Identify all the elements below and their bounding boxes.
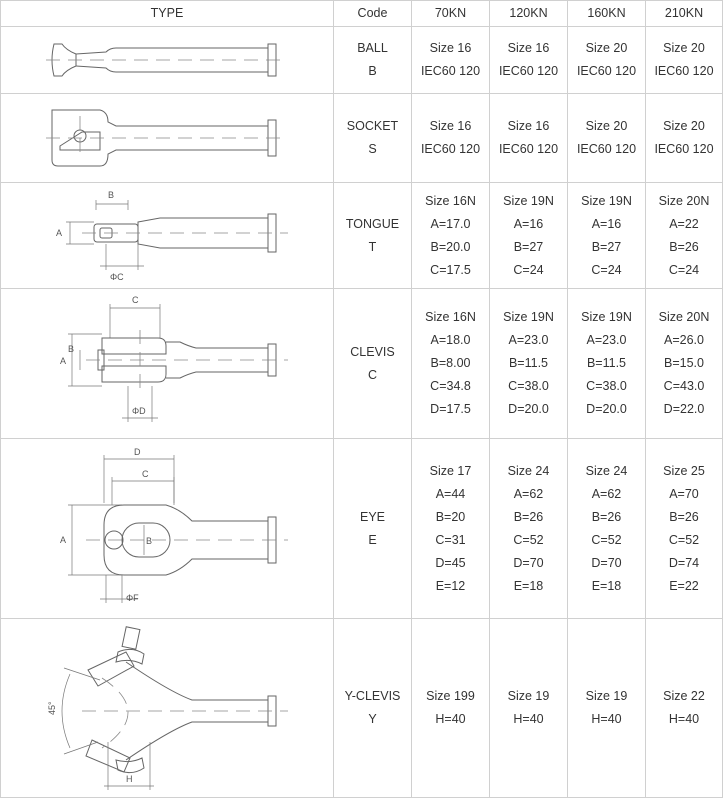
code-eye: EYE E [334, 439, 412, 619]
svg-text:ΦC: ΦC [110, 271, 124, 282]
svg-text:A: A [60, 534, 67, 545]
ball-eye-figure [42, 30, 292, 90]
tongue-70kn: Size 16N A=17.0 B=20.0 C=17.5 [412, 183, 490, 289]
figure-clevis-cell [1, 289, 334, 439]
socket-eye-figure [42, 98, 292, 178]
code-socket: SOCKET S [334, 94, 412, 183]
svg-text:C: C [132, 294, 139, 305]
svg-text:H: H [126, 774, 133, 784]
clevis-70kn: Size 16N A=18.0 B=8.00 C=34.8 D=17.5 [412, 289, 490, 439]
svg-text:A: A [56, 227, 63, 238]
svg-text:D: D [134, 446, 141, 457]
eye-70kn: Size 17 A=44 B=20 C=31 D=45 E=12 [412, 439, 490, 619]
clevis-120kn: Size 19N A=23.0 B=11.5 C=38.0 D=20.0 [490, 289, 568, 439]
ball-210kn: Size 20 IEC60 120 [646, 27, 723, 94]
tongue-eye-figure [42, 186, 292, 286]
svg-text:45°: 45° [47, 701, 57, 715]
y-clevis-120kn: Size 19 H=40 [490, 619, 568, 798]
code-tongue: TONGUE T [334, 183, 412, 289]
table-row [1, 619, 723, 798]
table-row [1, 183, 723, 289]
code-clevis: CLEVIS C [334, 289, 412, 439]
ball-160kn: Size 20 IEC60 120 [568, 27, 646, 94]
socket-120kn: Size 16 IEC60 120 [490, 94, 568, 183]
svg-text:B: B [68, 343, 75, 354]
socket-210kn: Size 20 IEC60 120 [646, 94, 723, 183]
y-clevis-210kn: Size 22 H=40 [646, 619, 723, 798]
svg-text:B: B [146, 535, 153, 546]
eye-160kn: Size 24 A=62 B=26 C=52 D=70 E=18 [568, 439, 646, 619]
header-type: TYPE [1, 1, 334, 27]
header-70kn: 70KN [412, 1, 490, 27]
header-210kn: 210KN [646, 1, 723, 27]
socket-70kn: Size 16 IEC60 120 [412, 94, 490, 183]
header-120kn: 120KN [490, 1, 568, 27]
code-y-clevis: Y-CLEVIS Y [334, 619, 412, 798]
figure-ball-cell [1, 27, 334, 94]
ball-120kn: Size 16 IEC60 120 [490, 27, 568, 94]
y-clevis-160kn: Size 19 H=40 [568, 619, 646, 798]
figure-eye-cell [1, 439, 334, 619]
svg-text:B: B [108, 189, 115, 200]
table-row [1, 439, 723, 619]
tongue-160kn: Size 19N A=16 B=27 C=24 [568, 183, 646, 289]
table-row [1, 94, 723, 183]
eye-210kn: Size 25 A=70 B=26 C=52 D=74 E=22 [646, 439, 723, 619]
svg-text:C: C [142, 468, 149, 479]
svg-text:A: A [60, 355, 67, 366]
figure-yclevis-cell [1, 619, 334, 798]
svg-text:ΦD: ΦD [132, 405, 146, 416]
socket-160kn: Size 20 IEC60 120 [568, 94, 646, 183]
header-160kn: 160KN [568, 1, 646, 27]
header-row [1, 1, 723, 27]
y-clevis-eye-figure [42, 622, 292, 794]
code-ball: BALL B [334, 27, 412, 94]
svg-text:ΦF: ΦF [126, 592, 139, 603]
clevis-eye-figure [42, 294, 292, 434]
figure-socket-cell [1, 94, 334, 183]
eye-eye-figure [42, 443, 292, 615]
clevis-210kn: Size 20N A=26.0 B=15.0 C=43.0 D=22.0 [646, 289, 723, 439]
table-row [1, 289, 723, 439]
tongue-120kn: Size 19N A=16 B=27 C=24 [490, 183, 568, 289]
clevis-160kn: Size 19N A=23.0 B=11.5 C=38.0 D=20.0 [568, 289, 646, 439]
figure-tongue-cell [1, 183, 334, 289]
eye-120kn: Size 24 A=62 B=26 C=52 D=70 E=18 [490, 439, 568, 619]
header-code: Code [334, 1, 412, 27]
table-row [1, 27, 723, 94]
tongue-210kn: Size 20N A=22 B=26 C=24 [646, 183, 723, 289]
y-clevis-70kn: Size 199 H=40 [412, 619, 490, 798]
ball-70kn: Size 16 IEC60 120 [412, 27, 490, 94]
